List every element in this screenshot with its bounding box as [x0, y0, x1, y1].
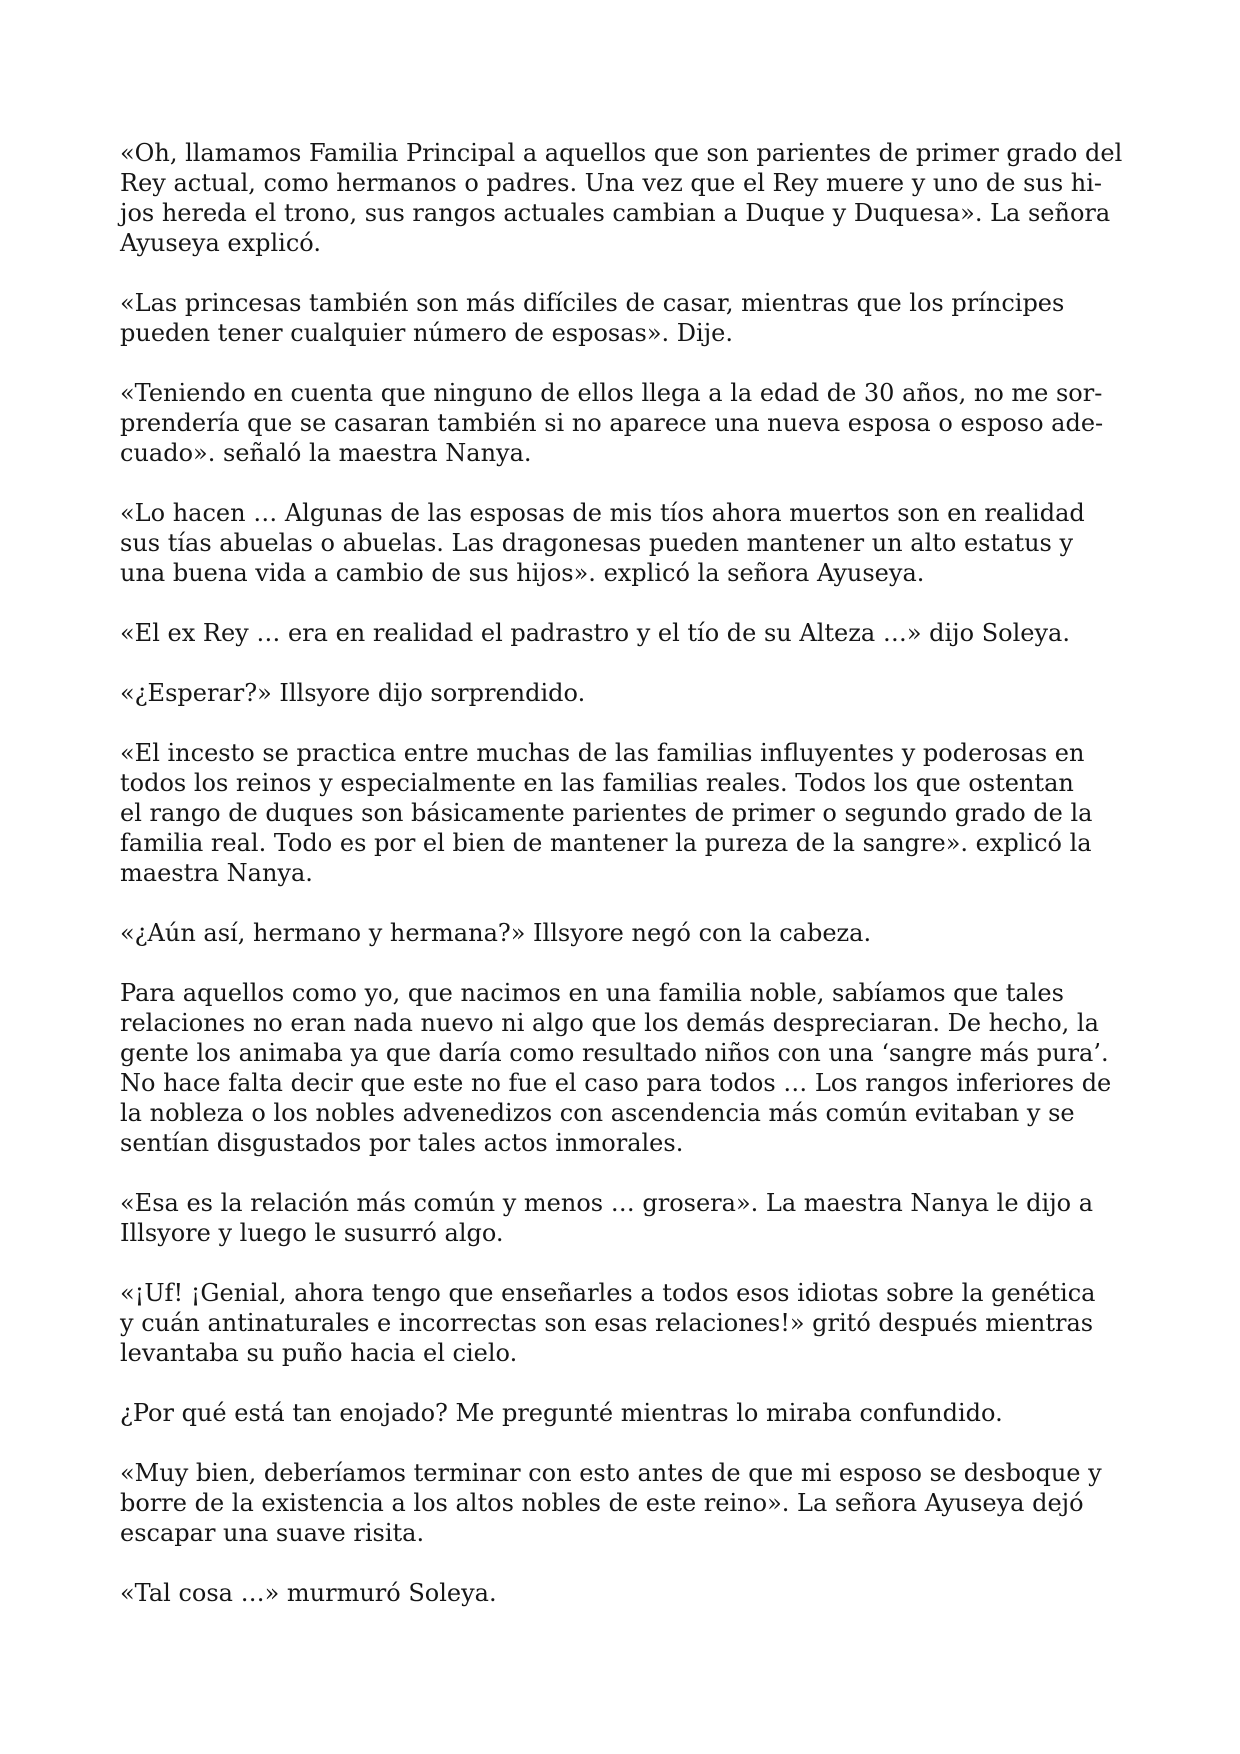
paragraph: «Las princesas también son más difíciles de casar, mientras que los príncipes pueden tener cualquier número de esposas». Dije.	[120, 289, 1065, 347]
paragraph: «Oh, llamamos Familia Principal a aquellos que son parientes de primer grado del Rey actual, como hermanos o padres. Una vez que el Rey muere y uno de sus hi- jos hereda el trono, sus rangos actuales cambian a Duque y Duquesa». La señora Ayuseya explicó.	[120, 139, 1123, 257]
paragraph: «El ex Rey … era en realidad el padrastro y el tío de su Alteza …» dijo Soleya.	[120, 619, 1070, 647]
paragraph: «Esa es la relación más común y menos … grosera». La maestra Nanya le dijo a Illsyore y luego le susurró algo.	[120, 1189, 1094, 1247]
paragraph: Para aquellos como yo, que nacimos en una familia noble, sabíamos que tales relaciones no eran nada nuevo ni algo que los demás despreciaran. De hecho, la gente los animaba ya que daría como resultado niños con una ‘sangre más pura’. No hace falta decir que este no fue el caso para todos … Los rangos inferiores de la nobleza o los nobles advenedizos con ascendencia más común evitaban y se sentían disgustados por tales actos inmorales.	[120, 979, 1112, 1157]
paragraph: «¡Uf! ¡Genial, ahora tengo que enseñarles a todos esos idiotas sobre la genética y cuán antinaturales e incorrectas son esas relaciones!» gritó después mientras levantaba su puño hacia el cielo.	[120, 1279, 1096, 1367]
paragraph: «Teniendo en cuenta que ninguno de ellos llega a la edad de 30 años, no me sor- prendería que se casaran también si no aparece una nueva esposa o esposo ade- cuado». señaló la maestra Nanya.	[120, 379, 1104, 467]
paragraph: «Lo hacen … Algunas de las esposas de mis tíos ahora muertos son en realidad sus tías abuelas o abuelas. Las dragonesas pueden mantener un alto estatus y una buena vida a cambio de sus hijos». explicó la señora Ayuseya.	[120, 499, 1085, 587]
paragraph: «Muy bien, deberíamos terminar con esto antes de que mi esposo se desboque y borre de la existencia a los altos nobles de este reino». La señora Ayuseya dejó escapar una suave risita.	[120, 1459, 1102, 1547]
paragraph: «¿Esperar?» Illsyore dijo sorprendido.	[120, 679, 586, 707]
paragraph: «El incesto se practica entre muchas de las familias influyentes y poderosas en todos los reinos y especialmente en las familias reales. Todos los que ostentan el rango de duques son básicamente parientes de primer o segundo grado de la familia real. Todo es por el bien de mantener la pureza de la sangre». explicó la maestra Nanya.	[120, 739, 1093, 887]
document-page	[120, 138, 1130, 1608]
paragraph: «¿Aún así, hermano y hermana?» Illsyore negó con la cabeza.	[120, 919, 872, 947]
paragraph: ¿Por qué está tan enojado? Me pregunté mientras lo miraba confundido.	[120, 1399, 1003, 1427]
paragraph: «Tal cosa …» murmuró Soleya.	[120, 1579, 497, 1607]
